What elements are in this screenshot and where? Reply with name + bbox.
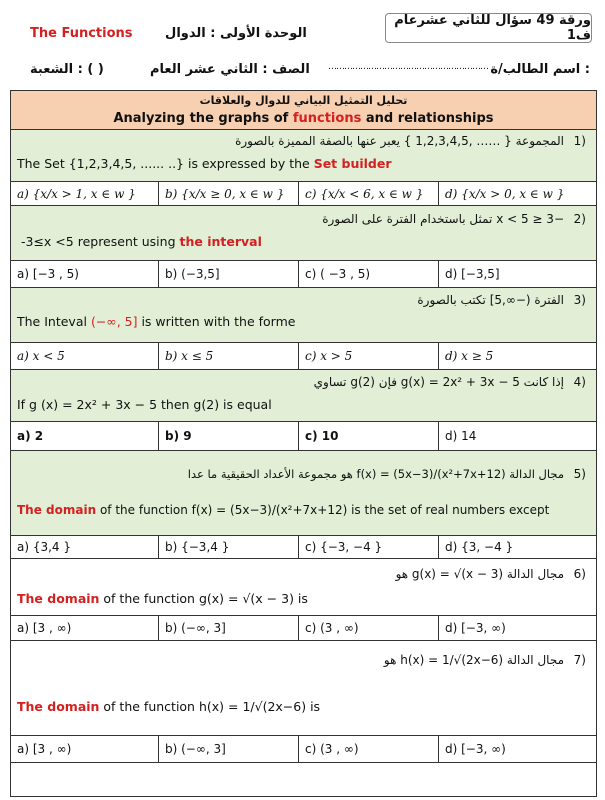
- question-6-arabic: مجال الدالة g(x) = √(x − 3) هو: [395, 567, 564, 581]
- option-c[interactable]: c) x > 5: [299, 343, 439, 369]
- question-5-number: 5): [573, 467, 586, 481]
- question-1-options: [11, 182, 596, 205]
- title-band: [11, 91, 596, 129]
- option-c[interactable]: c) {−3, −4 }: [299, 536, 439, 558]
- option-b[interactable]: b) (−3,5]: [159, 261, 299, 287]
- question-7-options: [11, 736, 596, 762]
- option-d[interactable]: d) 14: [445, 429, 477, 443]
- student-name-label: اسم الطالب/ة :: [490, 62, 590, 77]
- option-a[interactable]: a) x < 5: [11, 343, 159, 369]
- section-label: الشعبة : ( ): [30, 62, 104, 77]
- question-6-number: 6): [573, 567, 586, 581]
- option-c[interactable]: c) ( −3 , 5): [299, 261, 439, 287]
- question-1-arabic: المجموعة { …… ,1,2,3,4,5 } يعبر عنها بالصفة المميزة بالصورة: [235, 134, 564, 148]
- option-a[interactable]: a) [−3 , 5): [11, 261, 159, 287]
- class-label: الصف : الثاني عشر العام: [150, 62, 310, 77]
- question-7-arabic: مجال الدالة h(x) = 1/√(2x−6) هو: [383, 653, 564, 667]
- question-6-options: [11, 616, 596, 640]
- title-english-prefix: Analyzing the graphs of: [113, 111, 293, 126]
- option-d[interactable]: d) [−3,5]: [445, 267, 500, 281]
- option-c[interactable]: c) {x/x < 6, x ∈ w }: [299, 182, 439, 205]
- question-3: [11, 288, 596, 342]
- option-d[interactable]: d) [−3, ∞): [445, 621, 506, 635]
- question-7-number: 7): [573, 653, 586, 667]
- question-6-english: The domain of the function g(x) = √(x − 3) is: [17, 591, 308, 606]
- option-d[interactable]: d) x ≥ 5: [445, 349, 494, 363]
- question-3-number: 3): [573, 293, 586, 307]
- title-english: [11, 111, 596, 126]
- sheet-label-box: [385, 13, 592, 43]
- option-d[interactable]: d) {x/x > 0, x ∈ w }: [445, 186, 565, 201]
- question-2: [11, 206, 596, 260]
- unit-english: The Functions: [30, 26, 133, 41]
- option-b[interactable]: b) (−∞, 3]: [159, 736, 299, 762]
- question-3-english: The Inteval (−∞, 5] is written with the forme: [17, 314, 296, 329]
- question-5-options: [11, 536, 596, 558]
- question-4-options: [11, 422, 596, 450]
- question-4-english: If g (x) = 2x² + 3x − 5 then g(2) is equal: [17, 397, 272, 412]
- student-name-dots: ……………………………………………………: [328, 62, 488, 72]
- question-3-arabic: الفترة (−∞,5] تكتب بالصورة: [417, 293, 564, 307]
- option-d[interactable]: d) {3, −4 }: [445, 540, 514, 554]
- option-a[interactable]: a) [3 , ∞): [11, 736, 159, 762]
- sheet-label: ورقة 49 سؤال للثاني عشرعام ف1: [394, 13, 591, 43]
- option-b[interactable]: b) (−∞, 3]: [159, 616, 299, 640]
- question-4-arabic: إذا كانت g(x) = 2x² + 3x − 5 فإن g(2) تساوي: [313, 375, 564, 389]
- question-4: [11, 370, 596, 421]
- question-5-english: The domain of the function f(x) = (5x−3)/(x²+7x+12) is the set of real numbers except: [17, 503, 550, 517]
- title-english-highlight: functions: [292, 111, 362, 126]
- option-a[interactable]: a) 2: [11, 422, 159, 450]
- option-d[interactable]: d) [−3, ∞): [445, 742, 506, 756]
- option-b[interactable]: b) x ≤ 5: [159, 343, 299, 369]
- question-2-options: [11, 261, 596, 287]
- option-b[interactable]: b) 9: [159, 422, 299, 450]
- option-a[interactable]: a) {x/x > 1, x ∈ w }: [11, 182, 159, 205]
- option-a[interactable]: a) {3,4 }: [11, 536, 159, 558]
- question-4-number: 4): [573, 375, 586, 389]
- title-english-suffix: and relationships: [361, 111, 494, 126]
- question-5-arabic: مجال الدالة f(x) = (5x−3)/(x²+7x+12) هو مجموعة الأعداد الحقيقية ما عدا: [187, 467, 564, 481]
- option-b[interactable]: b) {x/x ≥ 0, x ∈ w }: [159, 182, 299, 205]
- option-c[interactable]: c) (3 , ∞): [299, 616, 439, 640]
- question-2-english: -3≤x <5 represent using the interval: [21, 234, 262, 249]
- option-c[interactable]: c) (3 , ∞): [299, 736, 439, 762]
- question-7-english: The domain of the function h(x) = 1/√(2x−6) is: [17, 699, 321, 714]
- unit-line: [30, 26, 370, 41]
- question-1: [11, 130, 596, 181]
- option-b[interactable]: b) {−3,4 }: [159, 536, 299, 558]
- question-7: [11, 641, 596, 735]
- question-sheet: [10, 90, 597, 797]
- question-3-options: [11, 343, 596, 369]
- option-c[interactable]: c) 10: [299, 422, 439, 450]
- question-1-number: 1): [573, 134, 586, 148]
- question-2-number: 2): [573, 212, 586, 226]
- question-2-arabic: −3 ≤ x < 5 تمثل باستخدام الفترة على الصورة: [322, 212, 564, 226]
- question-6: [11, 559, 596, 615]
- unit-arabic: الوحدة الأولى : الدوال: [165, 26, 307, 41]
- question-1-english: The Set {1,2,3,4,5, ...... ..} is expressed by the Set builder: [17, 156, 392, 171]
- option-a[interactable]: a) [3 , ∞): [11, 616, 159, 640]
- title-arabic: تحليل التمثيل البياني للدوال والعلاقات: [199, 94, 408, 107]
- question-5: [11, 451, 596, 535]
